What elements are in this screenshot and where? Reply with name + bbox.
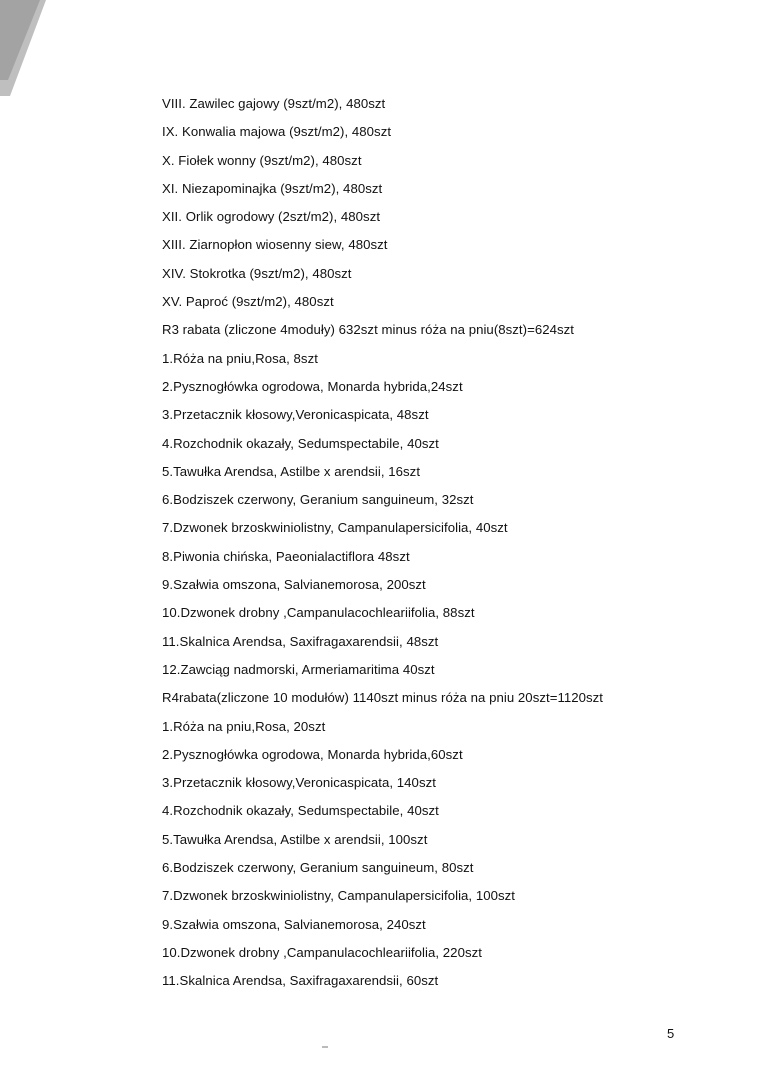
text-line: 12.Zawciąg nadmorski, Armeriamaritima 40szt — [162, 661, 435, 677]
text-line: IX. Konwalia majowa (9szt/m2), 480szt — [162, 124, 392, 140]
text-line: 4.Rozchodnik okazały, Sedumspectabile, 40szt — [162, 435, 439, 451]
text-line: XIV. Stokrotka (9szt/m2), 480szt — [162, 265, 352, 281]
text-line: 1.Róża na pniu,Rosa, 8szt — [162, 350, 318, 366]
document-body — [162, 90, 722, 996]
page-number: 5 — [667, 1026, 675, 1041]
text-line: VIII. Zawilec gajowy (9szt/m2), 480szt — [162, 96, 386, 111]
text-line: 9.Szałwia omszona, Salvianemorosa, 240szt — [162, 916, 426, 932]
text-line: 4.Rozchodnik okazały, Sedumspectabile, 40szt — [162, 803, 439, 819]
text-line: 9.Szałwia omszona, Salvianemorosa, 200szt — [162, 577, 426, 593]
scan-corner-shadow — [0, 0, 60, 110]
text-line: 7.Dzwonek brzoskwiniolistny, Campanulapersicifolia, 100szt — [162, 888, 516, 904]
text-line: XV. Paproć (9szt/m2), 480szt — [162, 294, 334, 310]
text-line: 7.Dzwonek brzoskwiniolistny, Campanulapersicifolia, 40szt — [162, 520, 508, 536]
text-line: 6.Bodziszek czerwony, Geranium sanguineum, 80szt — [162, 860, 474, 876]
text-line: 5.Tawułka Arendsa, Astilbe x arendsii, 100szt — [162, 831, 428, 847]
text-line: X. Fiołek wonny (9szt/m2), 480szt — [162, 152, 362, 168]
text-line: 1.Róża na pniu,Rosa, 20szt — [162, 718, 326, 734]
text-line: 3.Przetacznik kłosowy,Veronicaspicata, 140szt — [162, 775, 436, 791]
text-line: 2.Pysznogłówka ogrodowa, Monarda hybrida,24szt — [162, 378, 463, 394]
text-line: 2.Pysznogłówka ogrodowa, Monarda hybrida,60szt — [162, 746, 463, 762]
section-heading-r3: R3 rabata (zliczone 4moduły) 632szt minus róża na pniu(8szt)=624szt — [162, 322, 574, 338]
text-line: 5.Tawułka Arendsa, Astilbe x arendsii, 16szt — [162, 463, 421, 479]
text-line: 10.Dzwonek drobny ,Campanulacochleariifolia, 88szt — [162, 605, 475, 621]
text-line: 6.Bodziszek czerwony, Geranium sanguineum, 32szt — [162, 492, 474, 508]
text-line: XIII. Ziarnopłon wiosenny siew, 480szt — [162, 237, 388, 253]
text-line: XI. Niezapominajka (9szt/m2), 480szt — [162, 180, 383, 196]
text-line: 11.Skalnica Arendsa, Saxifragaxarendsii, 60szt — [162, 973, 439, 989]
text-line: 11.Skalnica Arendsa, Saxifragaxarendsii, 48szt — [162, 633, 439, 649]
text-line: 3.Przetacznik kłosowy,Veronicaspicata, 48szt — [162, 407, 429, 423]
text-line: 10.Dzwonek drobny ,Campanulacochleariifolia, 220szt — [162, 944, 482, 960]
text-line: 8.Piwonia chińska, Paeonialactiflora 48szt — [162, 548, 410, 564]
text-line: XII. Orlik ogrodowy (2szt/m2), 480szt — [162, 209, 381, 225]
scan-artifact — [322, 1046, 328, 1048]
section-heading-r4: R4rabata(zliczone 10 modułów) 1140szt minus róża na pniu 20szt=1120szt — [162, 690, 604, 706]
